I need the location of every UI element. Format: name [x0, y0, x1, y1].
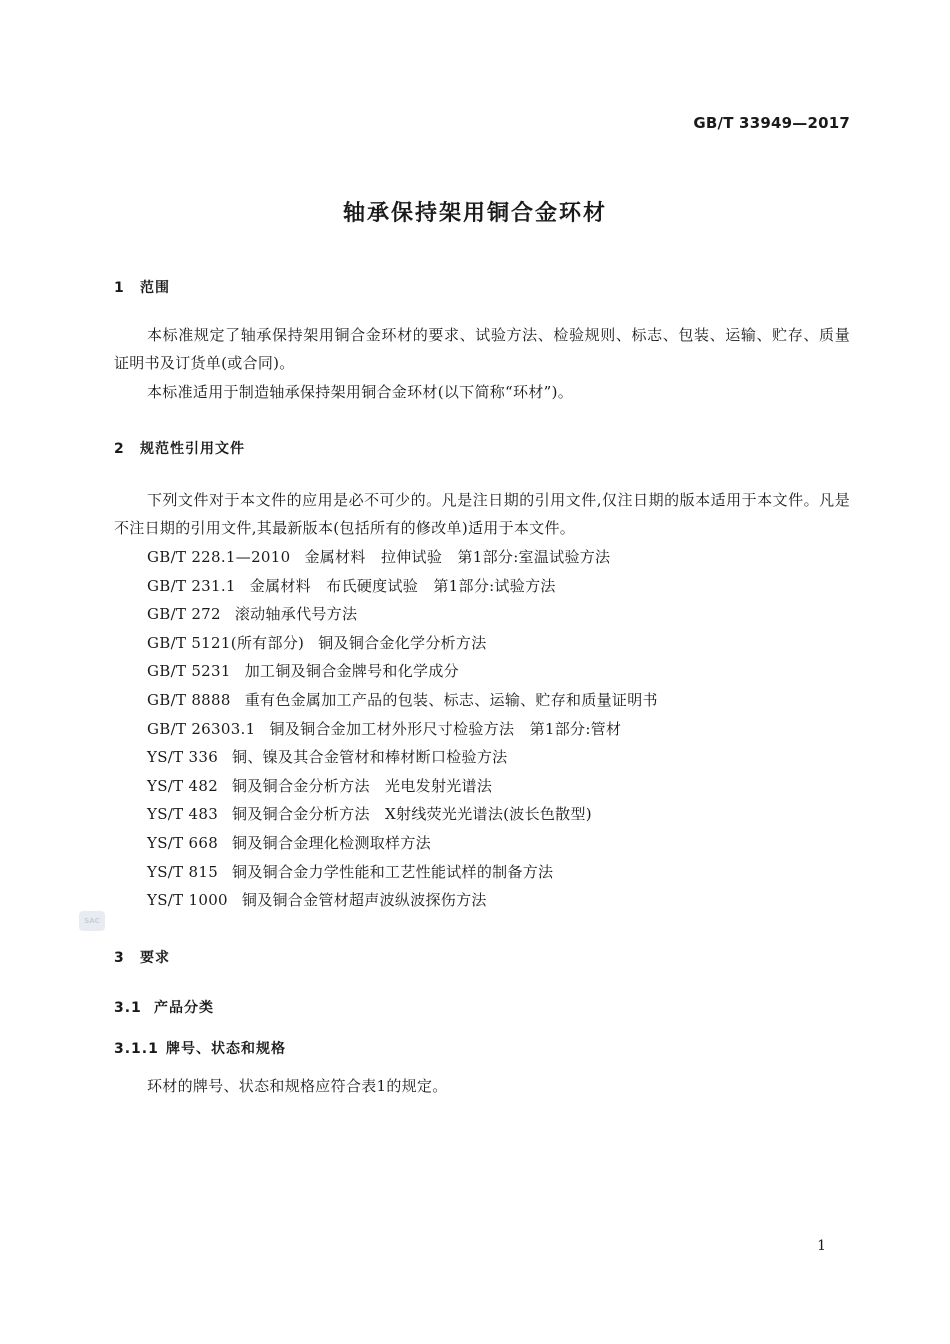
reference-code: YS/T 482	[147, 776, 219, 795]
section-1-paragraph-1: 本标准规定了轴承保持架用铜合金环材的要求、试验方法、检验规则、标志、包装、运输、贮存、质量证明书及订货单(或合同)。	[114, 326, 850, 372]
reference-code: YS/T 1000	[147, 891, 228, 910]
reference-item	[147, 543, 658, 572]
reference-item	[147, 858, 658, 887]
section-title: 产品分类	[154, 1000, 214, 1016]
reference-title: 滚动轴承代号方法	[234, 605, 358, 624]
section-number: 3.1.1	[114, 1041, 159, 1057]
section-title: 规范性引用文件	[140, 441, 245, 457]
section-title: 要求	[140, 950, 170, 966]
reference-item	[147, 600, 658, 629]
reference-item	[147, 572, 658, 601]
reference-title: 金属材料 拉伸试验 第1部分:室温试验方法	[304, 548, 611, 566]
page-number: 1	[817, 1238, 826, 1254]
section-number: 2	[114, 441, 125, 457]
reference-title: 重有色金属加工产品的包装、标志、运输、贮存和质量证明书	[244, 690, 658, 709]
section-3-1-1-paragraph: 环材的牌号、状态和规格应符合表1的规定。	[147, 1077, 448, 1095]
section-number: 3	[114, 950, 125, 966]
reference-title: 铜及铜合金理化检测取样方法	[232, 833, 431, 852]
reference-code: GB/T 26303.1	[147, 719, 256, 738]
reference-item	[147, 629, 658, 658]
section-number: 1	[114, 280, 125, 296]
section-1-paragraph-2: 本标准适用于制造轴承保持架用铜合金环材(以下简称“环材”)。	[147, 383, 574, 401]
reference-code: YS/T 815	[147, 862, 219, 881]
section-3-1-1-heading	[114, 1038, 286, 1058]
reference-title: 加工铜及铜合金牌号和化学成分	[244, 662, 459, 681]
reference-code: YS/T 483	[147, 805, 219, 824]
reference-code: GB/T 228.1—2010	[147, 548, 291, 566]
reference-title: 铜及铜合金力学性能和工艺性能试样的制备方法	[232, 862, 554, 881]
reference-code: GB/T 231.1	[147, 576, 236, 595]
section-2-heading	[114, 438, 245, 458]
standard-code: GB/T 33949—2017	[693, 114, 850, 132]
reference-item	[147, 657, 658, 686]
section-3-heading	[114, 947, 170, 967]
reference-item	[147, 743, 658, 772]
reference-code: YS/T 668	[147, 833, 219, 852]
reference-title: 铜及铜合金化学分析方法	[318, 633, 487, 652]
reference-code: GB/T 8888	[147, 690, 231, 709]
reference-title: 铜及铜合金加工材外形尺寸检验方法 第1部分:管材	[269, 719, 622, 738]
reference-title: 铜及铜合金管材超声波纵波探伤方法	[241, 891, 487, 910]
sac-watermark-logo: SAC	[79, 911, 105, 931]
reference-item	[147, 829, 658, 858]
reference-code: GB/T 272	[147, 605, 221, 624]
document-title: 轴承保持架用铜合金环材	[342, 201, 607, 226]
reference-code: GB/T 5231	[147, 662, 231, 681]
section-number: 3.1	[114, 1000, 142, 1016]
reference-item	[147, 686, 658, 715]
reference-item	[147, 715, 658, 744]
reference-item	[147, 772, 658, 801]
section-3-1-heading	[114, 997, 214, 1017]
reference-title: 铜及铜合金分析方法 光电发射光谱法	[232, 776, 493, 795]
reference-title: 铜、镍及其合金管材和棒材断口检验方法	[232, 748, 508, 767]
section-title: 范围	[140, 280, 170, 296]
section-title: 牌号、状态和规格	[166, 1041, 286, 1057]
reference-code: GB/T 5121(所有部分)	[147, 633, 305, 652]
reference-title: 金属材料 布氏硬度试验 第1部分:试验方法	[249, 576, 556, 595]
reference-item	[147, 800, 658, 829]
normative-reference-list	[147, 543, 658, 915]
section-1-heading	[114, 277, 170, 297]
section-2-intro: 下列文件对于本文件的应用是必不可少的。凡是注日期的引用文件,仅注日期的版本适用于本文件。凡是不注日期的引用文件,其最新版本(包括所有的修改单)适用于本文件。	[114, 491, 850, 537]
reference-title: 铜及铜合金分析方法 X射线荧光光谱法(波长色散型)	[232, 805, 592, 824]
reference-code: YS/T 336	[147, 748, 219, 767]
reference-item	[147, 886, 658, 915]
